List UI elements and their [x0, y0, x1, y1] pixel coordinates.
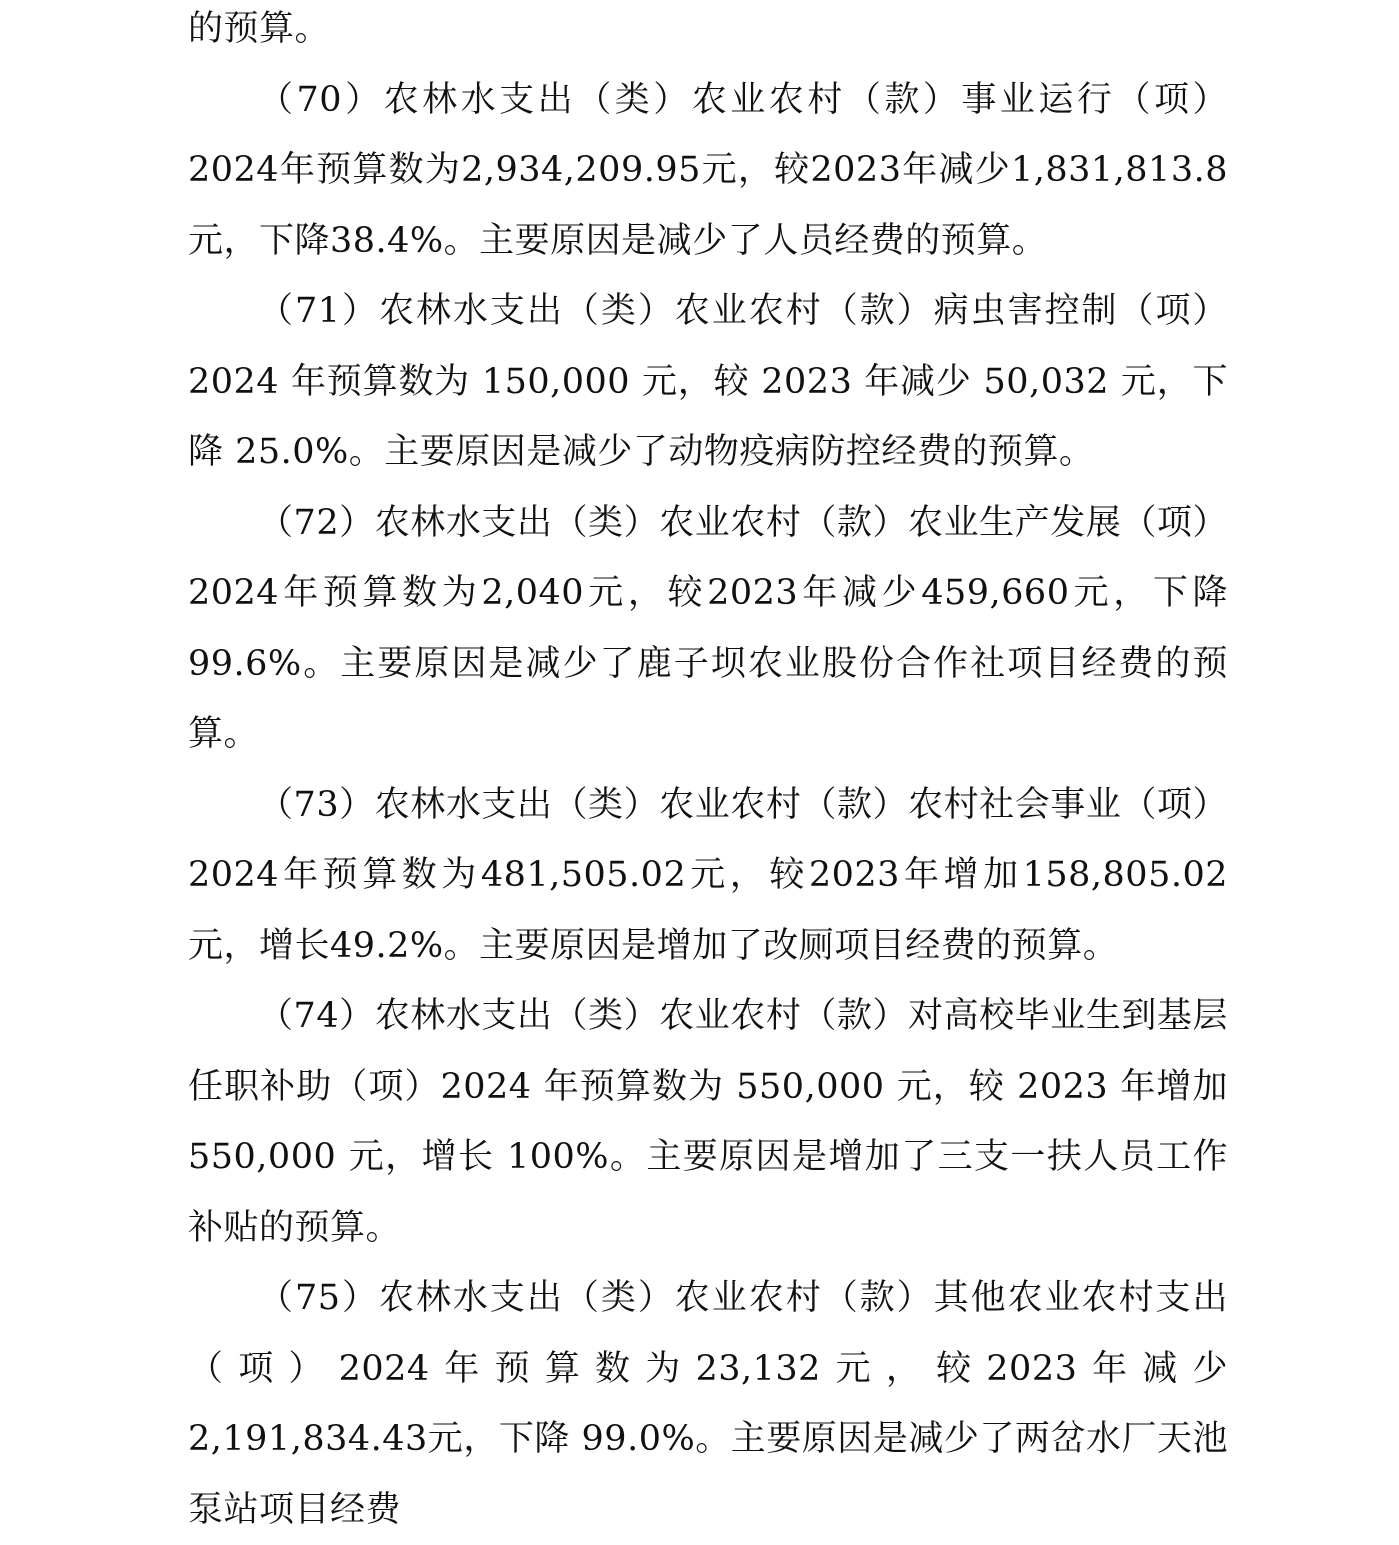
paragraph-72: （72）农林水支出（类）农业农村（款）农业生产发展（项）2024年预算数为2,040元，较2023年减少459,660元，下降 99.6%。主要原因是减少了鹿子坝农业股份合作社项目经费的预算。 [188, 502, 1228, 754]
paragraph-75: （75）农林水支出（类）农业农村（款）其他农业农村支出（项）2024年预算数为23,132元，较2023年减少2,191,834.43元，下降 99.0%。主要原因是减少了两岔水厂天池泵站项目经费 [188, 1278, 1228, 1530]
lead-fragment: 的预算。 [188, 9, 331, 49]
document-page [188, 0, 1228, 1545]
paragraph-70: （70）农林水支出（类）农业农村（款）事业运行（项）2024年预算数为2,934,209.95元，较2023年减少1,831,813.8元，下降38.4%。主要原因是减少了人员经费的预算。 [188, 79, 1228, 261]
paragraph-74: （74）农林水支出（类）农业农村（款）对高校毕业生到基层任职补助（项）2024 年预算数为 550,000 元，较 2023 年增加 550,000 元，增长 100%。主要原因是增加了三支一扶人员工作补贴的预算。 [188, 996, 1228, 1248]
paragraph-71: （71）农林水支出（类）农业农村（款）病虫害控制（项）2024 年预算数为 150,000 元，较 2023 年减少 50,032 元，下降 25.0%。主要原因是减少了动物疫病防控经费的预算。 [188, 291, 1228, 472]
paragraph-73: （73）农林水支出（类）农业农村（款）农村社会事业（项）2024年预算数为481,505.02元，较2023年增加158,805.02元，增长49.2%。主要原因是增加了改厕项目经费的预算。 [188, 784, 1228, 966]
